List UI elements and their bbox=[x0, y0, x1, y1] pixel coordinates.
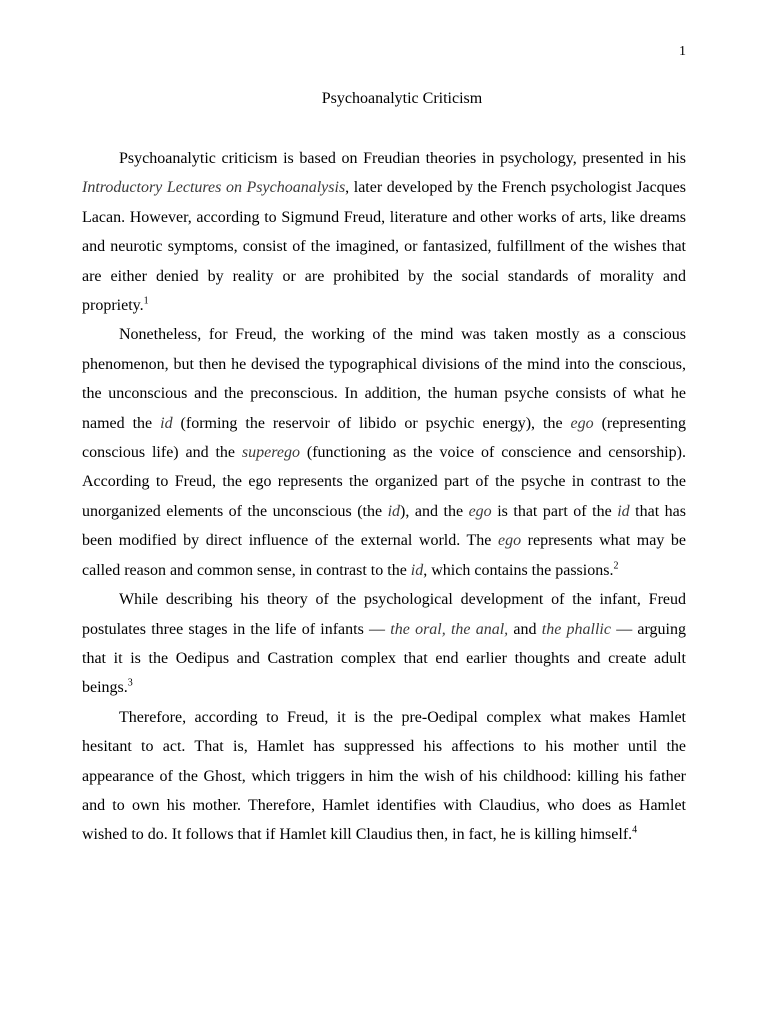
p2-text-1: Nonetheless, for Freud, the working of the mind was taken mostly as a conscious phenomenon, but then he devised the typographical divisions of the mind into the conscious, the unconscious and the preconscious. In addition, the human psyche consists of what he named the bbox=[82, 326, 686, 432]
p2-text-7: that has been modified by direct influence of the external world. The bbox=[82, 502, 686, 550]
document-body bbox=[82, 144, 686, 850]
p2-text-8: represents what may be called reason and common sense, in contrast to the bbox=[82, 532, 687, 579]
term-ego: ego bbox=[570, 414, 594, 432]
footnote-ref-2: 2 bbox=[613, 560, 619, 572]
p3-text-3: — arguing that it is the Oedipus and Castration complex that end earlier thoughts and create adult beings. bbox=[82, 620, 687, 697]
p2-text-4: (functioning as the voice of conscience and censorship). According to Freud, the ego represents the organized part of the psyche in contrast to the unorganized elements of the unconscious (the bbox=[82, 444, 686, 520]
footnote-ref-1: 1 bbox=[143, 295, 149, 307]
paragraph-3 bbox=[82, 585, 686, 703]
paragraph-1 bbox=[82, 144, 686, 320]
page-number: 1 bbox=[679, 44, 686, 59]
footnote-ref-4: 4 bbox=[632, 825, 638, 837]
p2-text-9: , which contains the passions. bbox=[423, 561, 614, 579]
paragraph-2 bbox=[82, 320, 686, 585]
term-id: id bbox=[410, 561, 424, 579]
p2-text-3: (representing conscious life) and the bbox=[82, 414, 687, 462]
p3-text-2: and bbox=[508, 620, 542, 638]
book-title: Introductory Lectures on Psychoanalysis bbox=[82, 179, 346, 197]
term-id: id bbox=[387, 502, 401, 520]
stage-phallic: the phallic bbox=[541, 620, 611, 638]
term-id: id bbox=[160, 414, 173, 432]
p3-text-1: While describing his theory of the psychological development of the infant, Freud postulates three stages in the life of infants — bbox=[82, 591, 686, 638]
p2-text-2: (forming the reservoir of libido or psychic energy), the bbox=[172, 414, 571, 432]
term-superego: superego bbox=[241, 444, 300, 462]
p1-text-1: Psychoanalytic criticism is based on Freudian theories in psychology, presented in his bbox=[119, 150, 686, 167]
p1-text-2: , later developed by the French psychologist Jacques Lacan. However, according to Sigmund Freud, literature and other works of arts, like dreams and neurotic symptoms, consist of the imagined, or fantasized, fulfillment of the wishes that are either denied by reality or are prohibited by the social standards of morality and propriety. bbox=[82, 179, 687, 315]
paragraph-4 bbox=[82, 703, 686, 850]
term-id: id bbox=[617, 502, 630, 520]
document-title: Psychoanalytic Criticism bbox=[321, 90, 483, 107]
footnote-ref-3: 3 bbox=[127, 677, 133, 689]
p4-text-1: Therefore, according to Freud, it is the pre-Oedipal complex what makes Hamlet hesitant to act. That is, Hamlet has suppressed his affections to his mother until the appearance of the Ghost, which triggers in him the wish of his childhood: killing his father and to own his mother. Therefore, Hamlet identifies with Claudius, who does as Hamlet wished to do. It follows that if Hamlet kill Claudius then, in fact, he is killing himself. bbox=[82, 708, 686, 844]
term-ego: ego bbox=[468, 502, 492, 520]
stages-oral-anal: the oral, the anal, bbox=[390, 620, 509, 638]
term-ego: ego bbox=[497, 532, 522, 550]
p2-text-6: is that part of the bbox=[491, 502, 618, 520]
p2-text-5: ), and the bbox=[400, 502, 469, 520]
